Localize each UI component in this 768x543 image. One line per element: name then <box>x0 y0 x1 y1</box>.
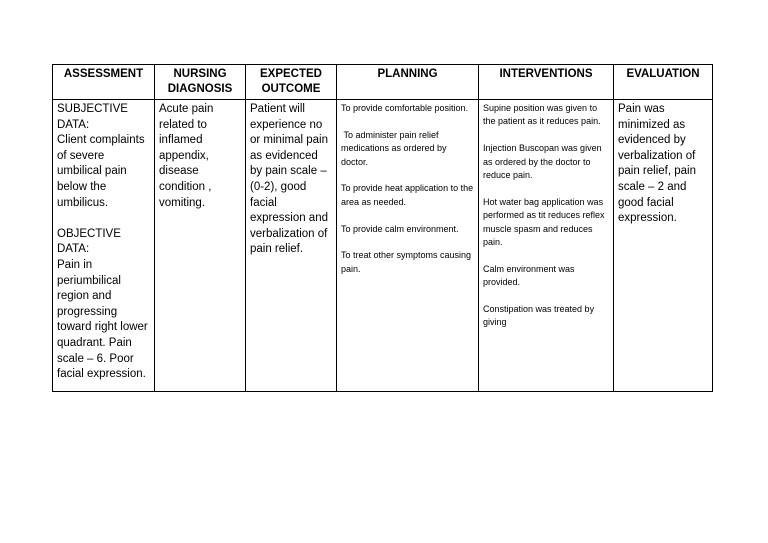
nursing-care-plan-table <box>52 64 713 392</box>
subjective-title: SUBJECTIVE DATA: <box>57 103 128 131</box>
planning-item: To administer pain relief medications as ordered by doctor. <box>341 129 450 167</box>
expected-outcome-cell <box>246 100 337 392</box>
intervention-item: Injection Buscopan was given as ordered by the doctor to reduce pain. <box>483 143 602 181</box>
interventions-cell <box>479 100 614 392</box>
header-row <box>53 65 713 100</box>
evaluation-text: Pain was minimized as evidenced by verbalization of pain relief, pain scale – 2 and good facial expression. <box>618 103 696 225</box>
intervention-item: Calm environment was provided. <box>483 263 575 288</box>
nursing-diagnosis-cell <box>155 100 246 392</box>
planning-item: To treat other symptoms causing pain. <box>341 250 472 274</box>
planning-item: To provide calm environment. <box>341 223 459 234</box>
planning-cell <box>337 100 479 392</box>
header-expected-outcome: EXPECTED OUTCOME <box>246 65 337 100</box>
objective-title: OBJECTIVE DATA: <box>57 227 121 256</box>
header-interventions: INTERVENTIONS <box>479 65 614 100</box>
objective-text: Pain in periumbilical region and progressing toward right lower quadrant. Pain scale – 6. Poor facial expression. <box>57 258 148 381</box>
header-planning: PLANNING <box>337 65 479 100</box>
subjective-text: Client complaints of severe umbilical pain below the umbilicus. <box>57 134 145 209</box>
intervention-item: Hot water bag application was performed as tit reduces reflex muscle spasm and reduces pain. <box>483 196 605 248</box>
header-assessment: ASSESSMENT <box>53 65 155 100</box>
expected-outcome-text: Patient will experience no or minimal pain as evidenced by pain scale – (0-2), good facial expression and verbalization of pain relief. <box>250 103 328 256</box>
evaluation-cell <box>614 100 713 392</box>
planning-item: To provide heat application to the area as needed. <box>341 183 474 207</box>
header-evaluation: EVALUATION <box>614 65 713 100</box>
content-row <box>53 100 713 392</box>
nursing-diagnosis-text: Acute pain related to inflamed appendix, disease condition , vomiting. <box>159 103 214 209</box>
intervention-item: Supine position was given to the patient as it reduces pain. <box>483 103 601 127</box>
planning-item: To provide comfortable position. <box>341 103 469 113</box>
header-nursing-diagnosis: NURSING DIAGNOSIS <box>155 65 246 100</box>
assessment-cell <box>53 100 155 392</box>
intervention-item: Constipation was treated by giving <box>483 304 595 328</box>
